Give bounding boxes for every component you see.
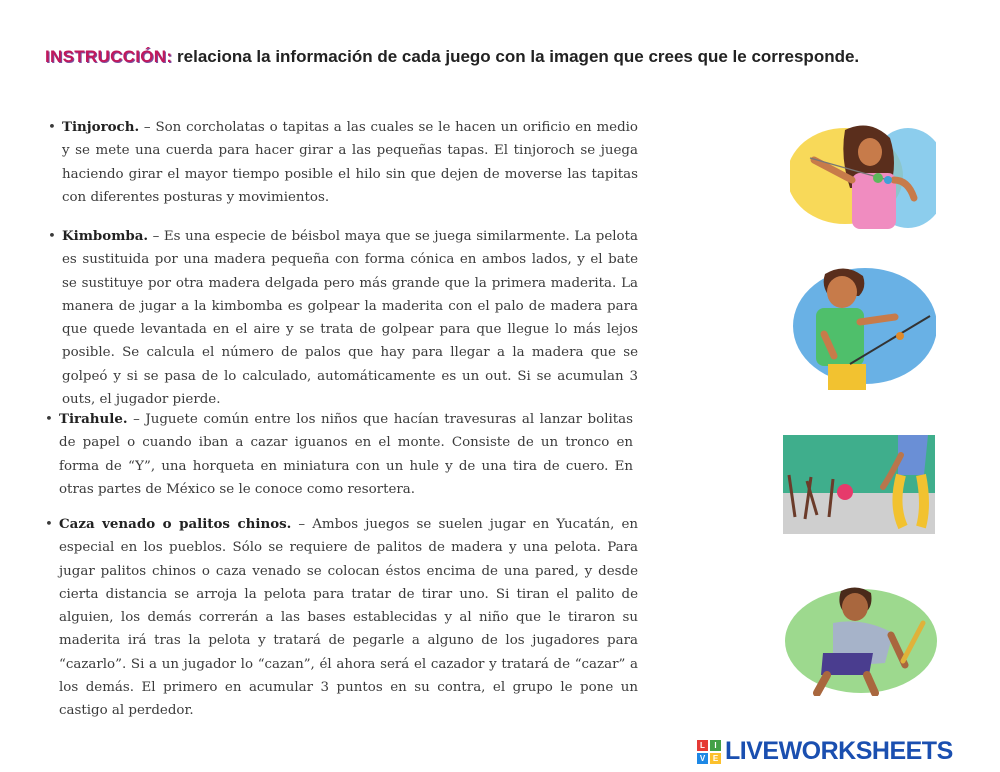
brand-name: LIVEWORKSHEETS [725, 737, 953, 765]
game-term: Tinjoroch. [62, 119, 140, 135]
girl-spinning-caps-illustration[interactable] [790, 118, 936, 229]
logo-letter-e: E [710, 753, 721, 764]
game-description: – Juguete común entre los niños que hacían travesuras al lanzar bolitas de papel o cuando iban a cazar iguanos en el monte. Consiste de un tronco en forma de “Y”, una horqueta en miniatura con un hule y de una tira de cuero. En otras partes de México se le conoce como resortera. [59, 412, 633, 497]
game-item-tinjoroch [48, 116, 638, 209]
game-description: – Es una especie de béisbol maya que se juega similarmente. La pelota es sustituida por una madera pequeña con forma cónica en ambos lados, y el bate se sustituye por otra madera delgada pero más grande que la primera maderita. La manera de jugar a la kimbomba es golpear la maderita con el palo de madera para que quede levantada en el aire y se trata de golpear para que llegue lo más lejos posible. Se calcula el número de palos que hay para llegar a la madera que se golpeó y si se pasa de lo calculado, automáticamente es un out. Si se acumulan 3 outs, el jugador pierde. [62, 229, 638, 408]
logo-letter-i: I [710, 740, 721, 751]
game-term: Caza venado o palitos chinos. [59, 516, 292, 532]
logo-letter-v: V [697, 753, 708, 764]
game-item-tirahule [45, 408, 633, 501]
man-with-stick-illustration[interactable] [783, 583, 939, 696]
bullet-icon: • [45, 412, 53, 427]
instruction-text: relaciona la información de cada juego con la imagen que crees que le corresponde. [172, 47, 860, 66]
bullet-icon: • [48, 120, 56, 135]
game-item-kimbomba [48, 225, 638, 411]
game-item-caza-venado [45, 513, 638, 723]
game-description: – Ambos juegos se suelen jugar en Yucatán, en especial en los pueblos. Sólo se requiere de palitos de madera y una pelota. Para jugar palitos chinos o caza venado se colocan éstos encima de una pared, y desde cierta distancia se arroja la pelota para tratar de tirar uno. Si tiran el palito de alguien, los demás correrán a las bases establecidas y al niño que le tiraron su maderita irá tras la pelota y tratará de pegarle a alguno de los jugadores para “cazarlo”. Si a un jugador lo “cazan”, él ahora será el cazador y tratará de “cazar” a los demás. El primero en acumular 3 puntos en su contra, el grupo le pone un castigo al perdedor. [59, 517, 638, 719]
logo-letter-l: L [697, 740, 708, 751]
instruction-heading [45, 47, 859, 67]
game-description: – Son corcholatas o tapitas a las cuales se le hacen un orificio en medio y se mete una cuerda para hacer girar a las pequeñas tapas. El tinjoroch se juega haciendo girar el mayor tiempo posible el hilo sin que dejen de moverse las tapitas con diferentes posturas y movimientos. [62, 120, 638, 205]
liveworksheets-logo[interactable] [697, 737, 953, 766]
game-term: Tirahule. [59, 411, 128, 427]
instruction-label: INSTRUCCIÓN: [45, 47, 173, 66]
bullet-icon: • [48, 229, 56, 244]
ball-and-sticks-illustration[interactable] [783, 435, 935, 534]
game-term: Kimbomba. [62, 228, 149, 244]
bullet-icon: • [45, 517, 53, 532]
liveworksheets-logo-icon [697, 740, 721, 764]
boy-with-string-toy-illustration[interactable] [790, 264, 936, 390]
